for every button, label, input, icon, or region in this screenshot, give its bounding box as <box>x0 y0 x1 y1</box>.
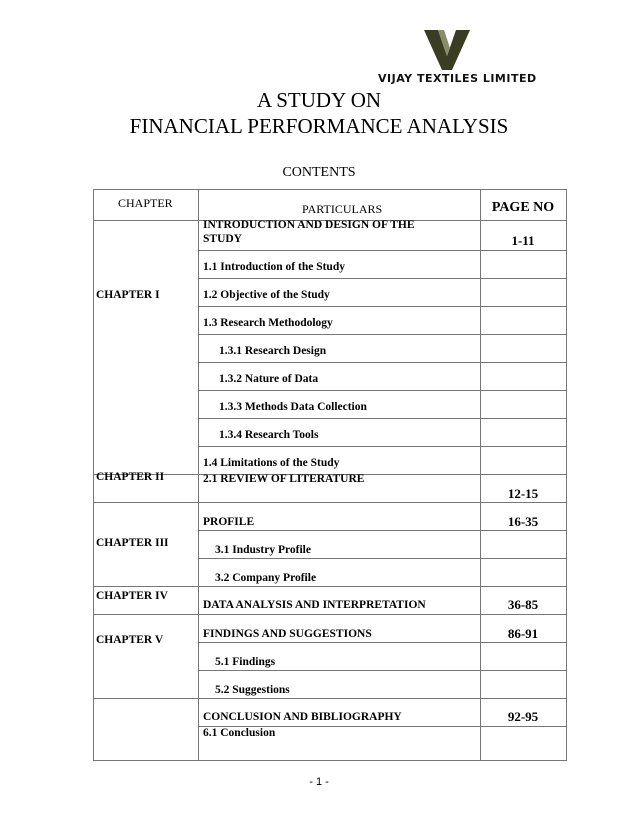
toc-entry: DATA ANALYSIS AND INTERPRETATION <box>203 599 426 611</box>
toc-entry: 1.3.4 Research Tools <box>219 429 319 441</box>
chapter-label: CHAPTER III <box>96 537 169 549</box>
row-divider <box>94 502 566 503</box>
row-divider <box>94 586 566 587</box>
row-divider <box>198 362 566 363</box>
row-divider <box>198 418 566 419</box>
title-line-1: A STUDY ON <box>256 88 382 112</box>
header-particulars: PARTICULARS <box>302 202 383 216</box>
row-divider <box>198 278 566 279</box>
toc-entry: 6.1 Conclusion <box>203 727 276 739</box>
toc-entry: 5.2 Suggestions <box>215 684 290 696</box>
toc-entry: 1.3.3 Methods Data Collection <box>219 401 367 413</box>
logo-text: VIJAY TEXTILES LIMITED <box>378 72 537 85</box>
toc-entry: 3.2 Company Profile <box>215 572 317 584</box>
v-logo-icon <box>424 30 470 70</box>
page-number: 12-15 <box>507 486 539 501</box>
company-logo <box>368 30 548 90</box>
title-line-2: FINANCIAL PERFORMANCE ANALYSIS <box>129 114 509 138</box>
column-divider <box>480 190 481 760</box>
contents-heading: CONTENTS <box>282 165 356 180</box>
toc-entry: 1.3 Research Methodology <box>203 317 333 329</box>
row-divider <box>198 446 566 447</box>
page-number: 1-11 <box>511 233 535 248</box>
chapter-label: CHAPTER II <box>96 471 165 483</box>
toc-entry: 1.3.1 Research Design <box>219 345 327 357</box>
chapter-label: CHAPTER IV <box>96 590 168 602</box>
toc-entry: 1.4 Limitations of the Study <box>203 457 340 469</box>
page-footer: - 1 - <box>309 776 329 788</box>
column-divider <box>198 190 199 760</box>
toc-entry: PROFILE <box>203 516 255 528</box>
row-divider <box>198 390 566 391</box>
row-divider <box>198 530 566 531</box>
header-page-no: PAGE NO <box>491 200 555 215</box>
toc-entry: FINDINGS AND SUGGESTIONS <box>203 628 372 640</box>
row-divider <box>198 642 566 643</box>
toc-entry: STUDY <box>203 233 242 245</box>
header-chapter: CHAPTER <box>118 196 173 210</box>
row-divider <box>198 558 566 559</box>
toc-entry: 1.2 Objective of the Study <box>203 289 330 301</box>
row-divider <box>94 614 566 615</box>
page-number: 86-91 <box>507 626 539 641</box>
row-divider <box>94 698 566 699</box>
chapter-label: CHAPTER V <box>96 634 164 646</box>
row-divider <box>198 670 566 671</box>
toc-entry: 1.1 Introduction of the Study <box>203 261 345 273</box>
toc-entry: 2.1 REVIEW OF LITERATURE <box>203 473 365 485</box>
page-number: 16-35 <box>507 514 539 529</box>
toc-entry: CONCLUSION AND BIBLIOGRAPHY <box>203 711 402 723</box>
toc-entry: 5.1 Findings <box>215 656 276 668</box>
toc-entry: INTRODUCTION AND DESIGN OF THE <box>203 219 415 231</box>
page-number: 92-95 <box>507 709 539 724</box>
contents-table <box>93 189 567 761</box>
page-number: 36-85 <box>507 597 539 612</box>
chapter-label: CHAPTER I <box>96 289 160 301</box>
row-divider <box>198 306 566 307</box>
row-divider <box>198 250 566 251</box>
toc-entry: 1.3.2 Nature of Data <box>219 373 319 385</box>
toc-entry: 3.1 Industry Profile <box>215 544 311 556</box>
row-divider <box>198 334 566 335</box>
